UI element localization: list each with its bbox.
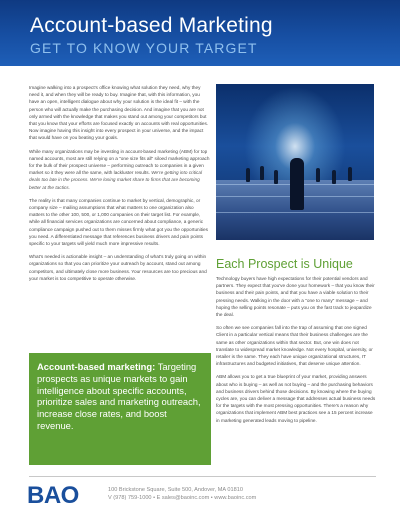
abm-investment-paragraph bbox=[29, 148, 210, 191]
callout-text bbox=[37, 361, 203, 432]
bao-logo: BAO bbox=[27, 482, 79, 509]
person-silhouette bbox=[274, 170, 278, 184]
abm-investment-text: While many organizations may be investing in account-based marketing (ABM) for top named accounts, most are still relying on a "one size fits all" siloed marketing approach for the bulk of their prospect universe – performing outreach to companies in a given market so it they were all the same, with lackluster results. bbox=[29, 148, 210, 176]
photo-floor-line bbox=[216, 212, 374, 213]
page-title: Account-based Marketing bbox=[30, 14, 273, 37]
footer-address-block bbox=[108, 486, 378, 502]
trap-paragraph: So often we see companies fall into the trap of assuming that one signed Client in a particular vertical means that their business challenges are the same as other organizations within that sector. But, one win does not translate to widespread market knowledge. Not every hospital, university, or retailer is the same. They each have unique organizational structures, IT infrastructures and budgeted initiatives, that deserve unique attention. bbox=[216, 325, 373, 367]
person-silhouette bbox=[332, 170, 336, 184]
page-header bbox=[0, 0, 400, 66]
callout-lead: Account-based marketing: bbox=[37, 361, 156, 372]
insight-paragraph: What's needed is actionable insight – an understanding of what's truly going on within organizations so that you can prioritize your outreach by account, stand out among competitors, and ultimately close more business. Your resources are too precious and your market is too competitive to operate otherwise. bbox=[29, 254, 207, 281]
footer-divider bbox=[29, 476, 376, 477]
right-column bbox=[216, 275, 376, 430]
left-column bbox=[29, 84, 210, 288]
intro-paragraph: Imagine walking into a prospect's office knowing what solution they need, why they need it, and when they will be ready to buy. Imagine that, with this information, you have an open, intelligent dialogue about why your solution is the ideal fit – with the person who will actually make the purchasing decision. And imagine that you are not only armed with the knowledge that makes you stand out among your competitors but that you know that your efforts are focused exactly on accounts with real opportunities. Now imagine having this insight into every prospect in your universe, and the impact that would have on you beating your goals. bbox=[29, 85, 209, 141]
blueprint-paragraph: ABM allows you to get a true blueprint of your market, providing answers about who is buying – as well as not buying – and the purchasing behaviors and business drivers behind those decisions. By knowing where the buying cycles are, you can deliver a message that addresses actual business needs for the targets with the most pressing opportunities. There's a reason why organizations that implement ABM best practices see a 15 percent increase in marketing generated leads moving to pipeline. bbox=[216, 374, 376, 423]
footer-contact: V (978) 759-1000 • E sales@baoinc.com • www.baoinc.com bbox=[108, 495, 257, 501]
section-heading: Each Prospect is Unique bbox=[216, 257, 353, 271]
buyers-paragraph: Technology buyers have high expectations for their potential vendors and partners. They expect that you've done your homework – that you know their business and their pain points, and that you have a viable solution to their pressing needs. Walking in the door with a "one to many" message – and hoping the selling points resonate – puts you on the fast track to jeopardize the deal. bbox=[216, 276, 375, 318]
reality-paragraph: The reality is that many companies continue to market by vertical, demographic, or company size – mailing assumptions that what matters to one organization also matters to the other 100, 500, or 1,000 companies on their target list. For example, while all financial services organizations are concerned about compliance, a generic compliance campaign pushed out to them misses firmly what got you the opportunities you need. A differentiated message that references business drivers and pain points specific to your targets will yield much more impressive results. bbox=[29, 197, 208, 247]
page-footer bbox=[0, 476, 400, 516]
person-silhouette bbox=[260, 166, 264, 180]
person-silhouette bbox=[348, 167, 352, 181]
footer-address: 100 Brickstone Square, Suite 500, Andover, MA 01810 bbox=[108, 487, 243, 493]
page-subtitle: GET TO KNOW YOUR TARGET bbox=[30, 40, 258, 56]
person-silhouette bbox=[316, 168, 320, 182]
business-crowd-photo bbox=[216, 84, 374, 240]
italic-quote: We're getting into critical deals too late in the process. We're losing market share to firms that are becoming better at the tactics. bbox=[29, 170, 203, 190]
person-silhouette bbox=[246, 168, 250, 182]
central-figure-silhouette bbox=[290, 158, 304, 210]
callout-body: Targeting prospects as unique markets to gain intelligence about specific accounts, prioritize sales and marketing outreach, increase close rates, and boost revenue. bbox=[37, 361, 201, 431]
definition-callout bbox=[29, 353, 211, 465]
